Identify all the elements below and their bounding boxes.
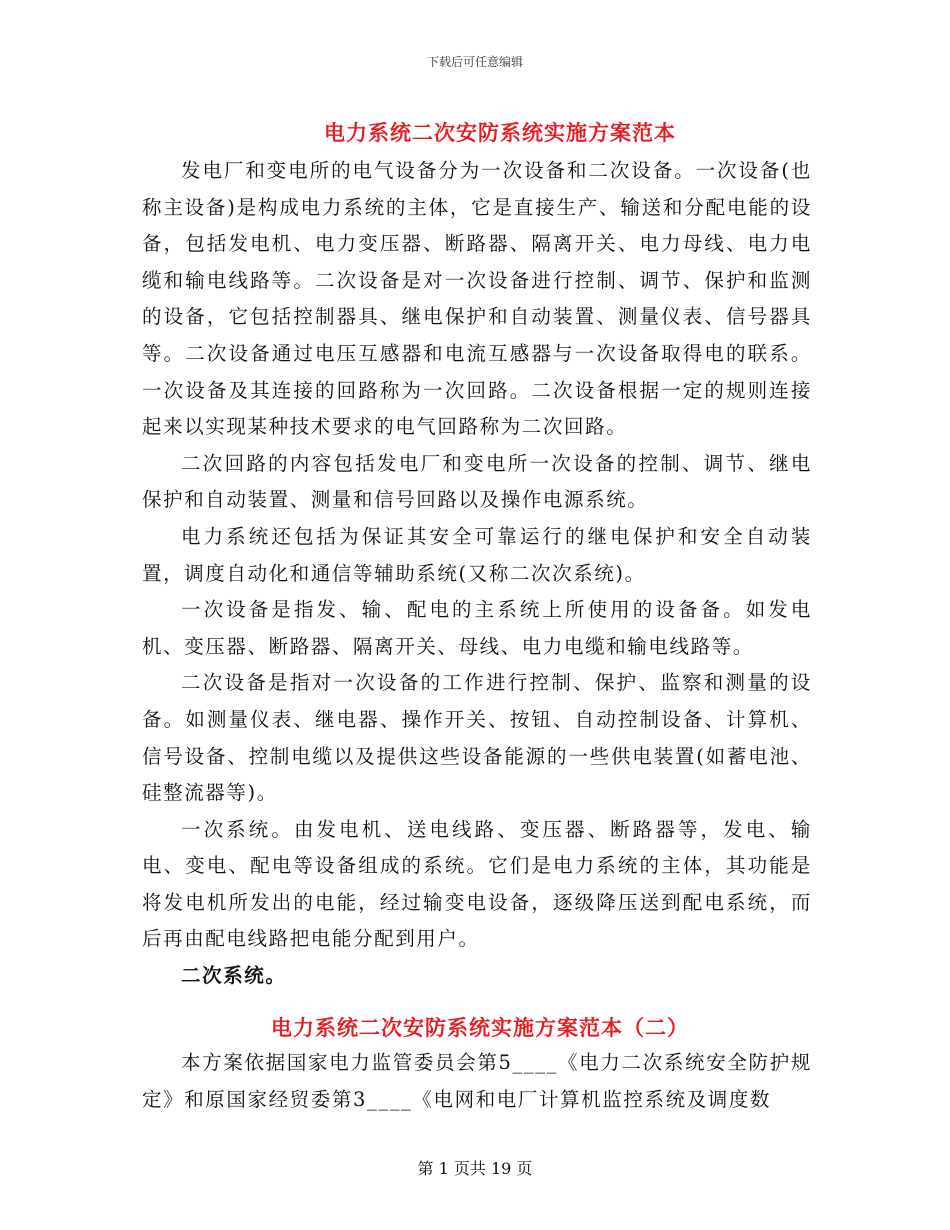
section1-body [142, 153, 812, 995]
body-paragraph: 一次设备是指发、输、配电的主系统上所使用的设备备。如发电机、变压器、断路器、隔离开关、母线、电力电缆和输电线路等。 [142, 598, 812, 658]
body-paragraph: 本方案依据国家电力监管委员会第5____《电力二次系统安全防护规定》和原国家经贸委第3____《电网和电厂计算机监控系统及调度数 [142, 1051, 812, 1111]
body-paragraph: 二次回路的内容包括发电厂和变电所一次设备的控制、调节、继电保护和自动装置、测量和信号回路以及操作电源系统。 [142, 451, 812, 512]
body-paragraph: 电力系统还包括为保证其安全可靠运行的继电保护和安全自动装置，调度自动化和通信等辅助系统(又称二次次系统)。 [142, 524, 812, 585]
section2-body [142, 1045, 812, 1118]
bold-subheading: 二次系统。 [181, 964, 287, 988]
page-header-note: 下载后可任意编辑 [426, 55, 523, 69]
body-paragraph: 二次设备是指对一次设备的工作进行控制、保护、监察和测量的设备。如测量仪表、继电器、操作开关、按钮、自动控制设备、计算机、信号设备、控制电缆以及提供这些设备能源的一些供电装置(如蓄电池、硅整流器等)。 [142, 671, 812, 805]
document-title: 电力系统二次安防系统实施方案范本 [324, 121, 676, 145]
body-paragraph: 发电厂和变电所的电气设备分为一次设备和二次设备。一次设备(也称主设备)是构成电力系统的主体，它是直接生产、输送和分配电能的设备，包括发电机、电力变压器、断路器、隔离开关、电力母线、电力电缆和输电线路等。二次设备是对一次设备进行控制、调节、保护和监测的设备，它包括控制器具、继电保护和自动装置、测量仪表、信号器具等。二次设备通过电压互感器和电流互感器与一次设备取得电的联系。一次设备及其连接的回路称为一次回路。二次设备根据一定的规则连接起来以实现某种技术要求的电气回路称为二次回路。 [142, 159, 812, 439]
page-number: 第 1 页共 19 页 [417, 1159, 533, 1178]
section2-title: 电力系统二次安防系统实施方案范本（二） [271, 1016, 689, 1040]
body-paragraph: 一次系统。由发电机、送电线路、变压器、断路器等，发电、输电、变电、配电等设备组成的系统。它们是电力系统的主体，其功能是将发电机所发出的电能，经过输变电设备，逐级降压送到配电系统，而后再由配电线路把电能分配到用户。 [142, 817, 812, 951]
